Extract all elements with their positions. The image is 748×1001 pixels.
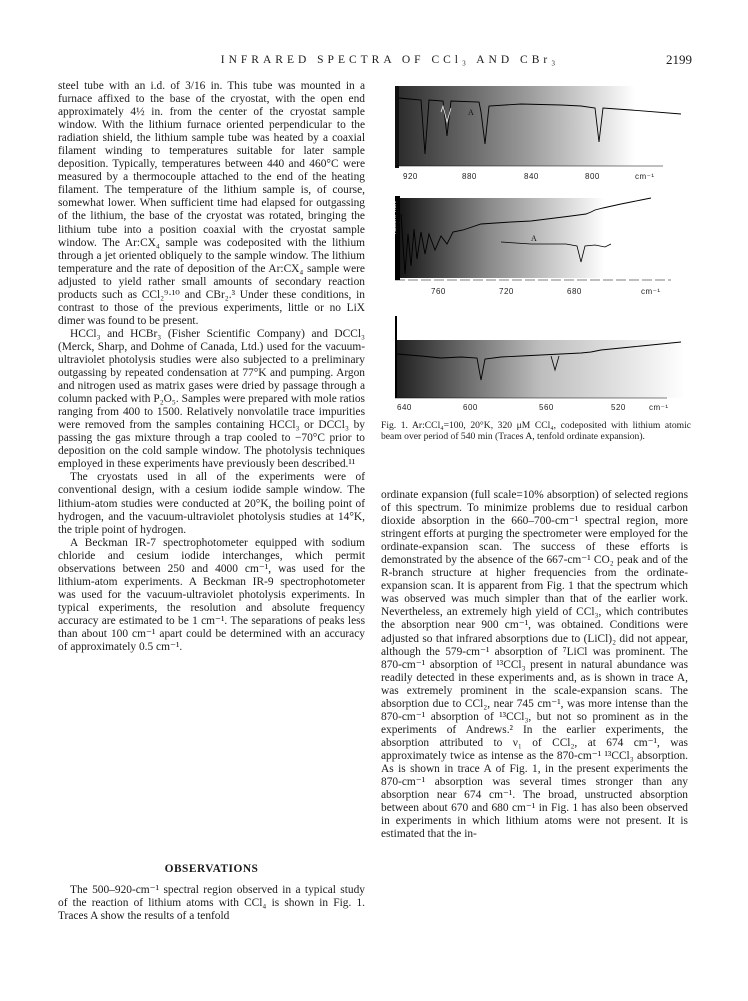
- paragraph: HCCl₃ and HCBr₃ (Fisher Scientific Company) and DCCl₃ (Merck, Sharp, and Dohme of Canada, Ltd.) used for the vacuum-ultraviolet photolysis studies were also subjected to a preliminary outgassing by repeated condensation at 77°K and pumping. Argon and nitrogen used as matrix gases were dried by passage through a column packed with P₂O₅. Samples were prepared with mole ratios ranging from 400 to 1500. Relatively nonvolatile trace impurities were removed from the samples containing HCCl₃ or DCCl₃ by passing the gas mixture through a trap cooled to −70°C prior to deposition on the cold sample window. The photolysis techniques employed in these experiments have previously been described.¹¹: [58, 327, 365, 471]
- figure-caption: Fig. 1. Ar:CCl₄=100, 20°K, 320 μM CCl₄, codeposited with lithium atomic beam over period of 540 min (Traces A, tenfold ordinate expansion).: [381, 420, 691, 442]
- axis-tick: 720: [499, 287, 514, 296]
- figure-1: [381, 84, 691, 414]
- left-column-text-bottom: [58, 884, 365, 923]
- running-header-title: INFRARED SPECTRA OF CCl₃ AND CBr₃: [220, 54, 560, 66]
- trace-label: A: [531, 234, 537, 243]
- axis-tick: 760: [431, 287, 446, 296]
- axis-tick: 880: [462, 172, 477, 181]
- paragraph: A Beckman IR-7 spectrophotometer equipped with sodium chloride and cesium iodide interchanges, which permit observations between 250 and 4000 cm⁻¹, was used for the lithium-atom experiments. A Beckman IR-9 spectrophotometer was used for the vacuum-ultraviolet photolysis experiments. In typical experiments, the resolution and absolute frequency accuracy are estimated to be 1 cm⁻¹. The separations of peaks less than about 100 cm⁻¹ apart could be determined with an accuracy of approximately 0.5 cm⁻¹.: [58, 536, 365, 654]
- axis-unit: cm⁻¹: [641, 287, 661, 296]
- axis-tick: 920: [403, 172, 418, 181]
- trace-label: A: [468, 108, 474, 117]
- axis-tick: 520: [611, 403, 626, 412]
- paragraph: steel tube with an i.d. of 3/16 in. This tube was mounted in a furnace affixed to the base of the cryostat, with the open end approximately 4½ in. from the center of the cryostat sample window. With the lithium furnace oriented perpendicular to the radiation shield, the lithium sample tube was heated by a coaxial filament winding to temperatures suitable for later sample deposition. Typically, temperatures between 440 and 460°C were measured by a thermocouple attached to the end of the heating filament. The temperature of the lithium sample is, of course, somewhat lower. When sufficient time had elapsed for outgassing of the lithium, the base of the cryostat was rotated, bringing the lithium tube into a position coaxial with the cryostat sample window. The Ar:CX₄ sample was codeposited with the lithium through a jet oriented obliquely to the sample window. The lithium temperature and the rate of deposition of the Ar:CX₄ sample were adjusted to yield rather small amounts of secondary reaction products such as CCl₂⁹·¹⁰ and CBr₂.³ Under these conditions, in contrast to those of the previous experiments, little or no LiX dimer was found to be present.: [58, 80, 365, 327]
- axis-unit: cm⁻¹: [649, 403, 669, 412]
- axis-tick: 840: [524, 172, 539, 181]
- spectrum-panel-2: [392, 196, 671, 296]
- axis-unit: cm⁻¹: [635, 172, 655, 181]
- spectrum-panel-3: [395, 316, 685, 412]
- left-column-text: [58, 80, 365, 654]
- page-number: 2199: [666, 52, 692, 67]
- axis-tick: 560: [539, 403, 554, 412]
- axis-tick: 680: [567, 287, 582, 296]
- axis-tick: 600: [463, 403, 478, 412]
- right-column-text: [381, 489, 688, 841]
- paragraph: The 500–920-cm⁻¹ spectral region observed in a typical study of the reaction of lithium atoms with CCl₄ is shown in Fig. 1. Traces A show the results of a tenfold: [58, 884, 365, 923]
- paragraph: ordinate expansion (full scale=10% absorption) of selected regions of this spectrum. To minimize problems due to residual carbon dioxide absorption in the 660–700-cm⁻¹ spectral region, more stringent efforts at purging the spectrometer were employed for the ordinate-expansion scan. The success of these efforts is demonstrated by the absence of the 667-cm⁻¹ CO₂ peak and of the R-branch structure at higher frequencies from the ordinate-expansion scan. It is apparent from Fig. 1 that the spectrum which was observed was much simpler than that of the earlier work. Nevertheless, an extremely high yield of CCl₃, which contributes the absorption near 900 cm⁻¹, was obtained. Conditions were adjusted so that infrared absorptions due to (LiCl)₂ did not appear, although the 579-cm⁻¹ absorption of ⁷LiCl was prominent. The 870-cm⁻¹ absorption of ¹³CCl₃ present in natural abundance was readily detected in these experiments and, as is shown in trace A, was extremely prominent in the scale-expansion scans. The absorption due to CCl₂, near 745 cm⁻¹, was more intense than the 870-cm⁻¹ absorption of ¹³CCl₃, but not so prominent as in the experiments of Andrews.² In the earlier experiments, the absorption attributed to ν₁ of CCl₂, at 674 cm⁻¹, was approximately twice as intense as the 870-cm⁻¹ ¹³CCl₃ absorption. As is shown in trace A of Fig. 1, in the present experiments the 870-cm⁻¹ absorption was several times stronger than any absorption near 674 cm⁻¹. The broad, unstructed absorption between about 670 and 680 cm⁻¹ in Fig. 1 has also been observed in experiments in which lithium atoms were not present. It is estimated that the in-: [381, 489, 688, 841]
- section-heading: OBSERVATIONS: [164, 863, 259, 875]
- spine-label: ABSORPTION: [392, 201, 398, 234]
- axis-tick: 640: [397, 403, 412, 412]
- paragraph: The cryostats used in all of the experiments were of conventional design, with a cesium iodide sample window. The lithium-atom studies were conducted at 20°K, the boiling point of hydrogen, and the vacuum-ultraviolet photolysis studies at 14°K, the triple point of hydrogen.: [58, 471, 365, 536]
- spectrum-panel-1: [395, 86, 681, 181]
- axis-tick: 800: [585, 172, 600, 181]
